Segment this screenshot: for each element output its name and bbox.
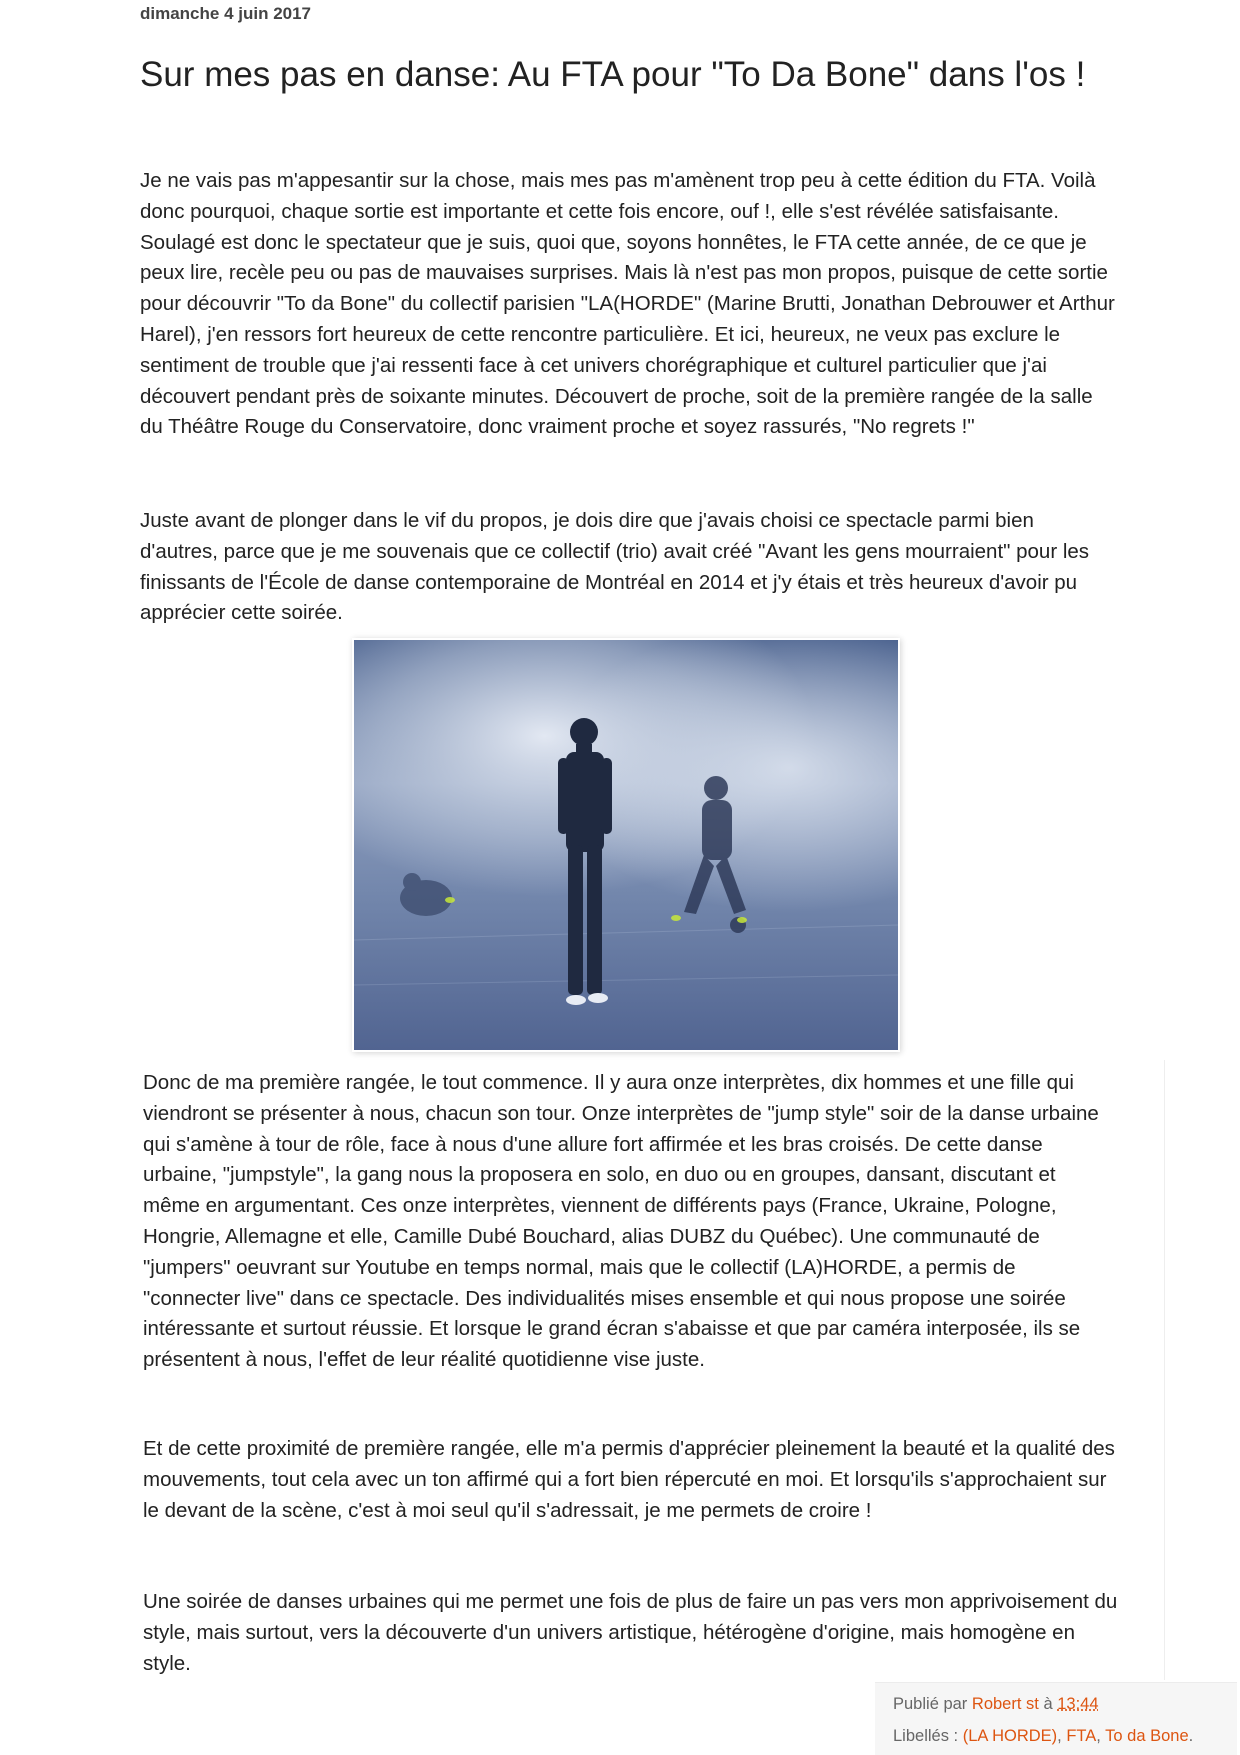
label-link-to-da-bone[interactable]: To da Bone: [1105, 1727, 1189, 1745]
label-link-la-horde[interactable]: (LA HORDE): [962, 1727, 1058, 1745]
published-by-label: Publié par: [893, 1695, 968, 1713]
author-link[interactable]: Robert st: [971, 1695, 1039, 1713]
label-separator: ,: [1057, 1727, 1067, 1745]
post-footer: [875, 1682, 1237, 1755]
at-label: à: [1043, 1695, 1053, 1713]
post-paragraph: Je ne vais pas m'appesantir sur la chose, mais mes pas m'amènent trop peu à cette édition du FTA. Voilà donc pourquoi, chaque sortie est importante et cette fois encore, ouf !, elle s'est révélée satisfaisante. Soulagé est donc le spectateur que je suis, quoi que, soyons honnêtes, le FTA cette année, de ce que je peux lire, recèle peu ou pas de mauvaises surprises. Mais là n'est pas mon propos, puisque de cette sortie pour découvrir "To da Bone" du collectif parisien "LA(HORDE" (Marine Brutti, Jonathan Debrouwer et Arthur Harel), j'en ressors fort heureux de cette rencontre particulière. Et ici, heureux, ne veux pas exclure le sentiment de trouble que j'ai ressenti face à cet univers chorégraphique et culturel particulier que j'ai découvert pendant près de soixante minutes. Découvert de proche, soit de la première rangée de la salle du Théâtre Rouge du Conservatoire, donc vraiment proche et soyez rassurés, "No regrets !": [140, 169, 1115, 439]
post-paragraph: Juste avant de plonger dans le vif du propos, je dois dire que j'avais choisi ce spectacle parmi bien d'autres, parce que je me souvenais que ce collectif (trio) avait créé "Avant les gens mourraient" pour les finissants de l'École de danse contemporaine de Montréal en 2014 et j'y étais et très heureux d'avoir pu apprécier cette soirée.: [140, 509, 1090, 625]
post-paragraph: Et de cette proximité de première rangée, elle m'a permis d'apprécier pleinement la beauté et la qualité des mouvements, tout cela avec un ton affirmé qui a fort bien répercuté en moi. Et lorsqu'ils s'approchaient sur le devant de la scène, c'est à moi seul qu'il s'adressait, je me permets de croire !: [143, 1437, 1115, 1522]
labels-prefix: Libellés :: [893, 1727, 959, 1745]
post-paragraph: Donc de ma première rangée, le tout commence. Il y aura onze interprètes, dix hommes et une fille qui viendront se présenter à nous, chacun son tour. Onze interprètes de "jump style" soir de la danse urbaine qui s'amène à tour de rôle, face à nous d'une allure fort affirmée et les bras croisés. De cette danse urbaine, "jumpstyle", la gang nous la proposera en solo, en duo ou en groupes, dansant, discutant et même en argumentant. Ces onze interprètes, viennent de différents pays (France, Ukraine, Pologne, Hongrie, Allemagne et elle, Camille Dubé Bouchard, alias DUBZ du Québec). Une communauté de "jumpers" oeuvrant sur Youtube en temps normal, mais que le collectif (LA)HORDE, a permis de "connecter live" dans ce spectacle. Des individualités mises ensemble et qui nous propose une soirée intéressante et surtout réussie. Et lorsque le grand écran s'abaisse et que par caméra interposée, ils se présentent à nous, l'effet de leur réalité quotidienne vise juste.: [143, 1071, 1099, 1372]
post-labels: [893, 1727, 1193, 1746]
post-time-link[interactable]: 13:44: [1057, 1695, 1099, 1713]
post-byline: [893, 1695, 1099, 1714]
post-title: Sur mes pas en danse: Au FTA pour "To Da Bone" dans l'os !: [140, 55, 1086, 94]
column-divider: [1164, 1060, 1165, 1680]
post-date: dimanche 4 juin 2017: [140, 4, 312, 23]
label-separator: ,: [1096, 1727, 1106, 1745]
label-end: .: [1188, 1727, 1194, 1745]
performance-photo[interactable]: [352, 638, 900, 1052]
stage-photo-illustration: [354, 640, 898, 1050]
post-paragraph: Une soirée de danses urbaines qui me permet une fois de plus de faire un pas vers mon apprivoisement du style, mais surtout, vers la découverte d'un univers artistique, hétérogène d'origine, mais homogène en style.: [143, 1590, 1118, 1675]
label-link-fta[interactable]: FTA: [1066, 1727, 1097, 1745]
